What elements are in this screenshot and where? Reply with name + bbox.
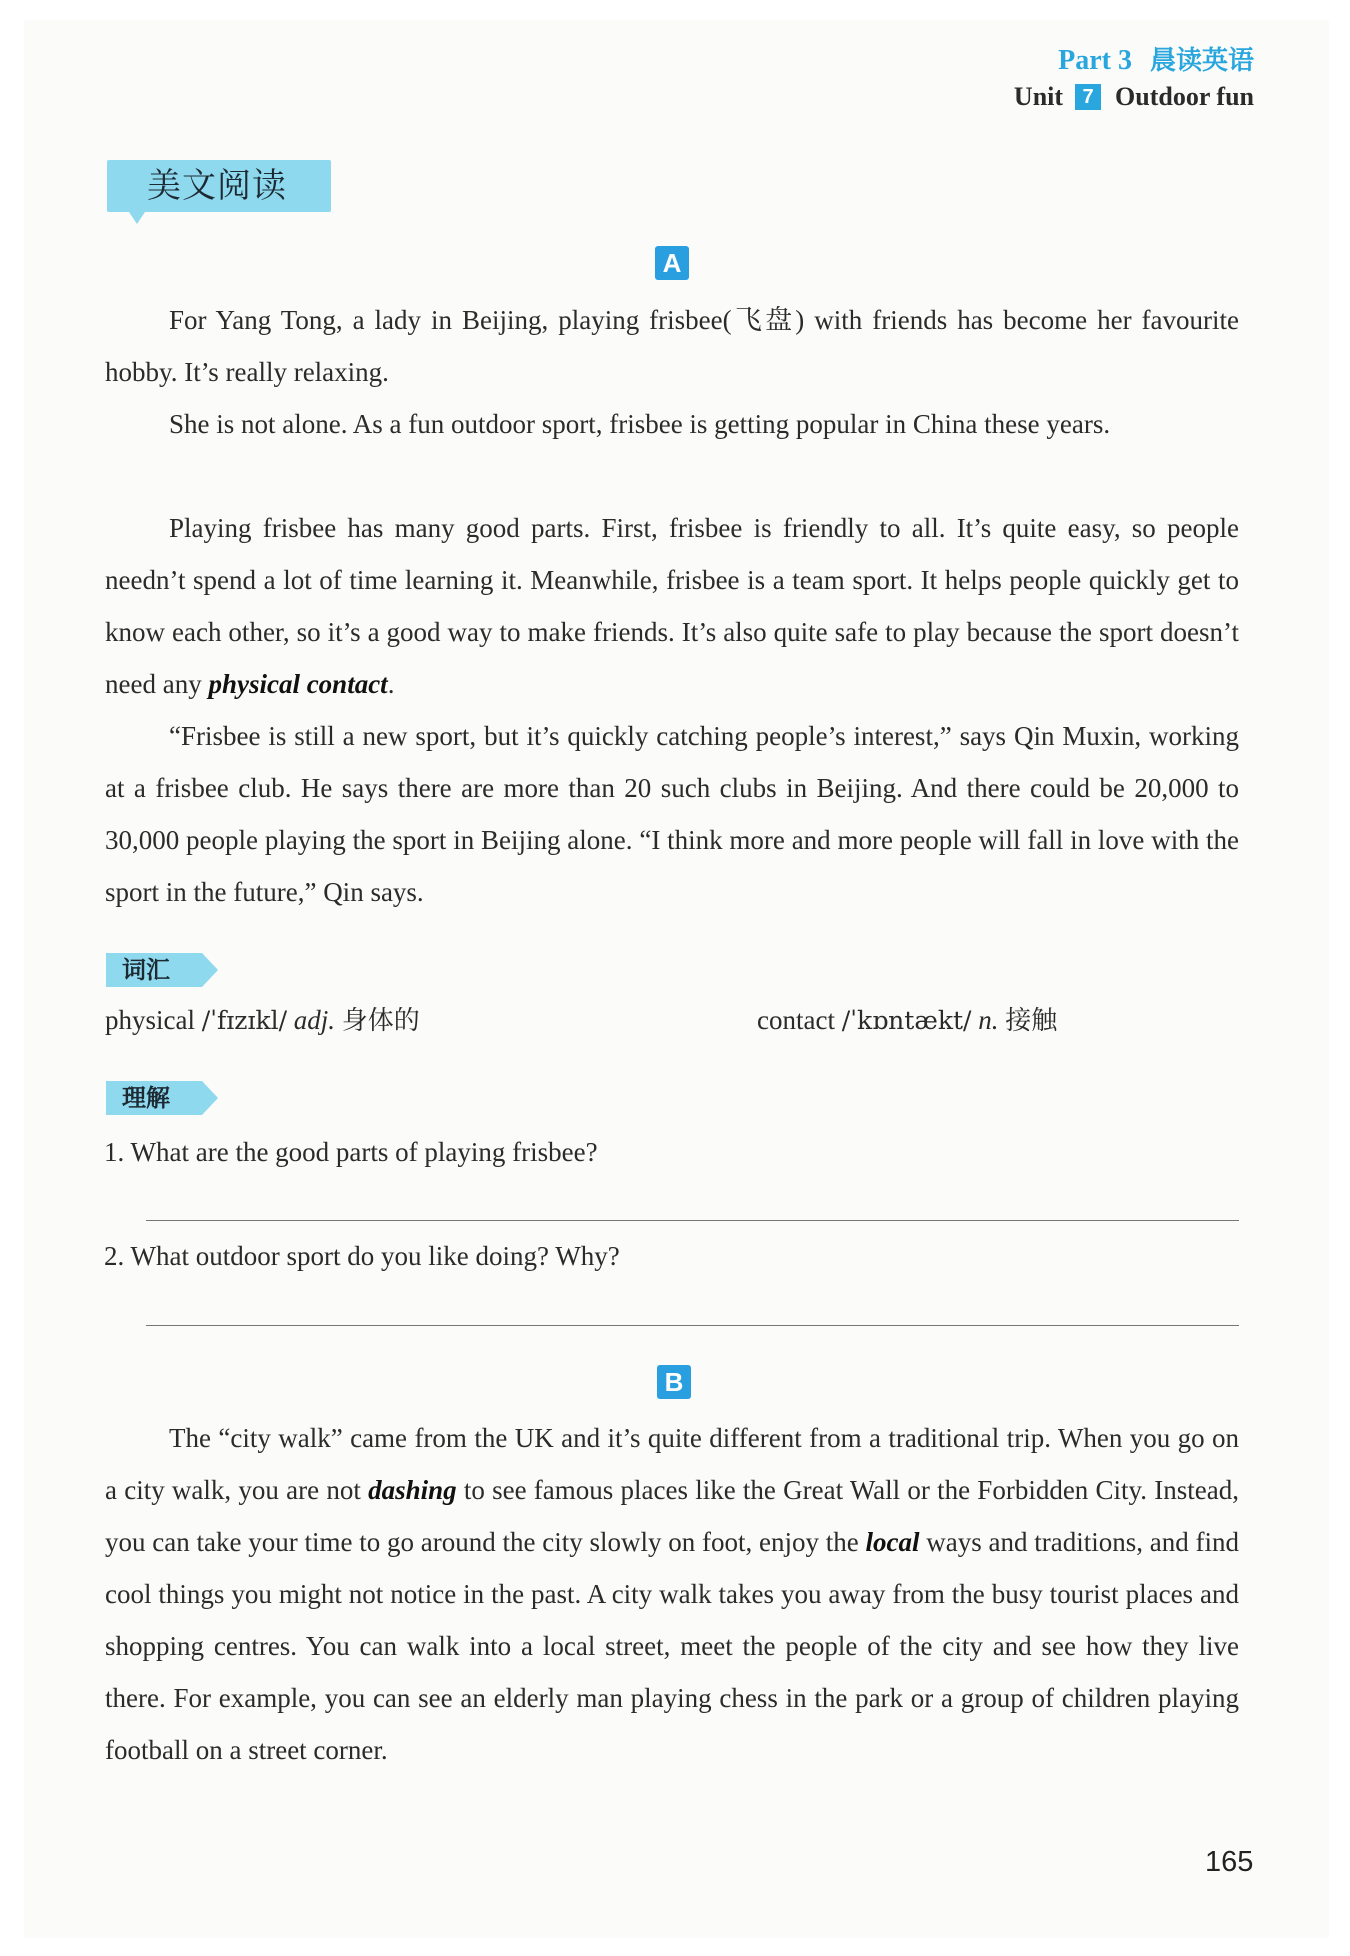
- running-header-part: [1058, 40, 1254, 77]
- text-run: .: [387, 669, 395, 699]
- part-label: Part 3: [1058, 45, 1132, 76]
- section-banner-label: 美文阅读: [147, 166, 287, 206]
- comprehension-tag-label: 理解: [122, 1084, 170, 1112]
- text-run: The “city walk” came from the UK and it’s quite different from a traditional trip. When you go on a city walk, you are not: [105, 1423, 1239, 1505]
- text-run: ways and traditions, and find cool things you might not notice in the past. A city walk takes you away from the busy tourist places and shopping centres. You can walk into a local street, meet the people of the city and see how they live there. For example, you can see an elderly man playing chess in the park or a group of children playing football on a street corner.: [105, 1527, 1239, 1765]
- vocab-phonetic: /ˈfɪzɪkl/: [201, 1006, 288, 1035]
- unit-label: Unit: [1013, 82, 1064, 111]
- passage-a-paragraph-4: [105, 710, 1239, 918]
- text-run: Playing frisbee has many good parts. First, frisbee is friendly to all. It’s quite easy, so people needn’t spend a lot of time learning it. Meanwhile, frisbee is a team sport. It helps people quickly get to know each other, so it’s a good way to make friends. It’s also quite safe to play because the sport doesn’t need any: [105, 513, 1239, 699]
- vocab-part-of-speech: n.: [978, 1005, 999, 1035]
- passage-a-paragraph-3: [105, 502, 1239, 710]
- comprehension-tag: [106, 1081, 202, 1115]
- glossed-term: local: [865, 1527, 920, 1557]
- vocab-item-physical: [105, 1000, 420, 1041]
- series-title: 晨读英语: [1149, 46, 1254, 76]
- text-run: She is not alone. As a fun outdoor sport, frisbee is getting popular in China these years.: [169, 409, 1111, 439]
- vocab-meaning: 接触: [1005, 1006, 1058, 1036]
- unit-number-badge: 7: [1075, 84, 1101, 110]
- unit-title: Outdoor fun: [1115, 82, 1254, 111]
- question-2: 2. What outdoor sport do you like doing? Why?: [104, 1241, 620, 1271]
- vocab-tag-label: 词汇: [122, 956, 170, 984]
- passage-a-badge: A: [655, 246, 689, 280]
- vocab-part-of-speech: adj.: [293, 1005, 336, 1035]
- vocab-meaning: 身体的: [341, 1006, 420, 1036]
- text-run: For Yang Tong, a lady in Beijing, playing frisbee(飞盘) with friends has become her favourite hobby. It’s really relaxing.: [105, 305, 1239, 387]
- section-banner: [107, 160, 331, 212]
- vocab-item-contact: [757, 1000, 1057, 1041]
- vocab-phonetic: /ˈkɒntækt/: [841, 1006, 972, 1035]
- passage-b-badge: B: [657, 1365, 691, 1399]
- passage-a-paragraph-1: [105, 294, 1239, 398]
- answer-line-1[interactable]: [146, 1220, 1239, 1221]
- vocab-word: physical: [105, 1005, 195, 1035]
- question-1: 1. What are the good parts of playing frisbee?: [104, 1137, 598, 1167]
- passage-a-paragraph-2: [105, 398, 1239, 450]
- glossed-term: dashing: [368, 1475, 457, 1505]
- answer-line-2[interactable]: [146, 1325, 1239, 1326]
- glossed-term: physical contact: [208, 669, 388, 699]
- vocab-tag: [106, 953, 202, 987]
- passage-b-paragraph-1: [105, 1412, 1239, 1776]
- text-run: “Frisbee is still a new sport, but it’s quickly catching people’s interest,” says Qin Muxin, working at a frisbee club. He says there are more than 20 such clubs in Beijing. And there could be 20,000 to 30,000 people playing the sport in Beijing alone. “I think more and more people will fall in love with the sport in the future,” Qin says.: [105, 721, 1239, 907]
- text-run: to see famous places like the Great Wall or the Forbidden City. Instead, you can take your time to go around the city slowly on foot, enjoy the: [105, 1475, 1239, 1557]
- vocab-word: contact: [757, 1005, 835, 1035]
- page-number: 165: [1205, 1846, 1254, 1878]
- running-header-unit: [1014, 82, 1254, 112]
